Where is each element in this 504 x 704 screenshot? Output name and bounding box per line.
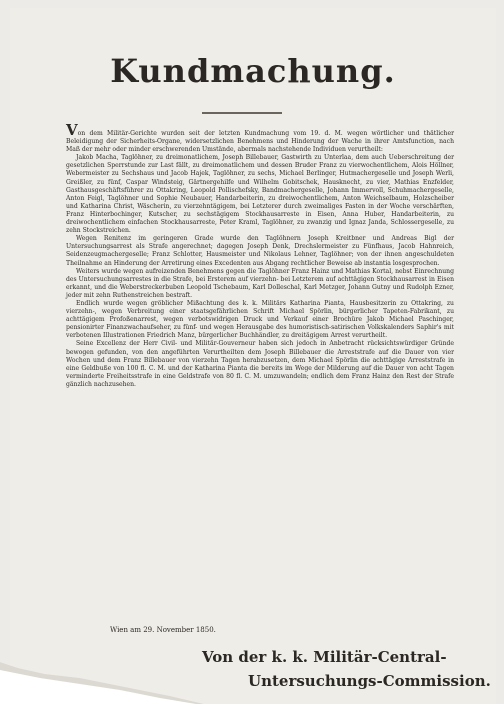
intro-text: on dem Militär-Gerichte wurden seit der letzten Kundmachung vom 19. d. M. wegen wörtlicher und thätlicher Beleidigung der Sicherheits-Organe, widersetzlichen Benehmens und Hinderung der Wache in ihrer Amtsfunction, nach Maß der mehr oder minder erschwerenden Umstände, abermals nachstehende Individuen verurtheilt: [66, 130, 454, 154]
verdict-paragraph: Weiters wurde wegen aufreizenden Benehmens gegen die Taglöhner Franz Hainz und Mathias Kortal, nebst Einrechnung des Untersuchungsarrestes in die Strafe, bei Ersterem auf vierzehn- bei Letzterem auf achttägigen Stockhausarrest in Eisen erkannt, und die Weberstreckerbuben Leopold Tschebaum, Karl Dolleschal, Karl Metzger, Johann Gutny und Rudolph Ezner, jeder mit zehn Ruthenstreichen bestraft. [66, 267, 454, 299]
verdict-paragraph: Endlich wurde wegen gröblicher Mißachtung des k. k. Militärs Katharina Pianta, Hausbesitzerin zu Ottakring, zu vierzehn-, wegen Verbreitung einer staatsgefährlichen Schrift Michael Spörlin, bürgerlicher Tapeten-Fabrikant, zu achttägigem Profoßenarrest, wegen verbotswidrigen Druck und Verkauf einer Brochüre Jakob Michael Paschinger, pensionirter Finanzwachaufseher, zu fünf- und wegen Herausgabe des humoristisch-satirischen Volkskalenders Saphir's mit verbotenen Illustrationen Friedrich Manz, bürgerlicher Buchhändler, zu dreitägigem Arrest verurtheilt. [66, 299, 454, 340]
clemency-paragraph: Seine Excellenz der Herr Civil- und Militär-Gouverneur haben sich jedoch in Anbetracht rücksichtswürdiger Gründe bewogen gefunden, von den angeführten Verurtheilten dem Joseph Billebauer die Arreststrafe auf die Dauer von vier Wochen und dem Franz Billebauer von vierzehn Tagen herabzusetzen, dem Michael Spörlin die achttägige Arreststrafe in eine Geldbuße von 100 fl. C. M. und der Katharina Pianta die bereits im Wege der Milderung auf die Dauer von acht Tagen verminderte Freiheitsstrafe in eine Geldstrafe von 80 fl. C. M. umzuwandeln; endlich dem Franz Hainz den Rest der Strafe gänzlich nachzusehen. [66, 340, 454, 388]
verdict-paragraph: Wegen Renitenz im geringeren Grade wurde den Taglöhnern Joseph Kreitbner und Andreas Bigl der Untersuchungsarrest als Strafe angerechnet; dagegen Joseph Denk, Drechslermeister zu Fünfhaus, Jacob Hahnreich, Seidenzeugmachergeselle; Franz Schlotter, Hausmeister und Nikolaus Lehner, Taglöhner; von der ihnen angeschuldeten Theilnahme an Hinderung der Arretirung eines Excedenten aus Abgang rechtlicher Beweise ab instantia losgesprochen. [66, 235, 454, 267]
dateline: Wien am 29. November 1850. [110, 626, 216, 634]
signature-line: Untersuchungs-Commission. [248, 672, 491, 690]
verdict-paragraph: Jakob Macha, Taglöhner, zu dreimonatlichem, Joseph Billebauer, Gastwirth zu Unterlaa, dem auch Ueberschreitung der gesetzlichen Sperrstunde zur Last fällt, zu dreimonatlichem und dessen Bruder Franz zu vierwochentlichem, Alois Höllner, Webermeister zu Sechshaus und Jacob Hajek, Taglöhner, zu sechs, Michael Berlinger, Hutmachergeselle und Joseph Werli, Greißler, zu fünf, Caspar Windsteig, Gärtnergehilfe und Wilhelm Gobitschek, Hausknecht, zu vier, Mathias Enzfelder, Gasthausgeschäftsführer zu Ottakring, Leopold Pollischefsky, Bandmachergeselle, Johann Immervoll, Schuhmachergeselle, Anton Feigl, Taglöhner und Sophie Neubauer, Handarbeiterin, zu dreiwochentlichem, Anton Weichselbaum, Holzscheiber und Katharina Christ, Wäscherin, zu vierzehntägigem, bei Letzterer durch zweimaliges Fasten in der Woche verschärften, Franz Hinterbochinger, Kutscher, zu sechstägigem Stockhausarreste in Eisen, Anna Huber, Handarbeiterin, zu dreiwochentlichem einfachen Stockhausarreste, Peter Kraml, Taglöhner, zu zwanzig und Ignaz Janda, Schlossergeselle, zu zehn Stockstreichen. [66, 154, 454, 235]
drop-cap: V [66, 121, 78, 139]
signature-line: Von der k. k. Militär-Central- [202, 648, 447, 666]
page-title: Kundmachung. [110, 52, 396, 90]
